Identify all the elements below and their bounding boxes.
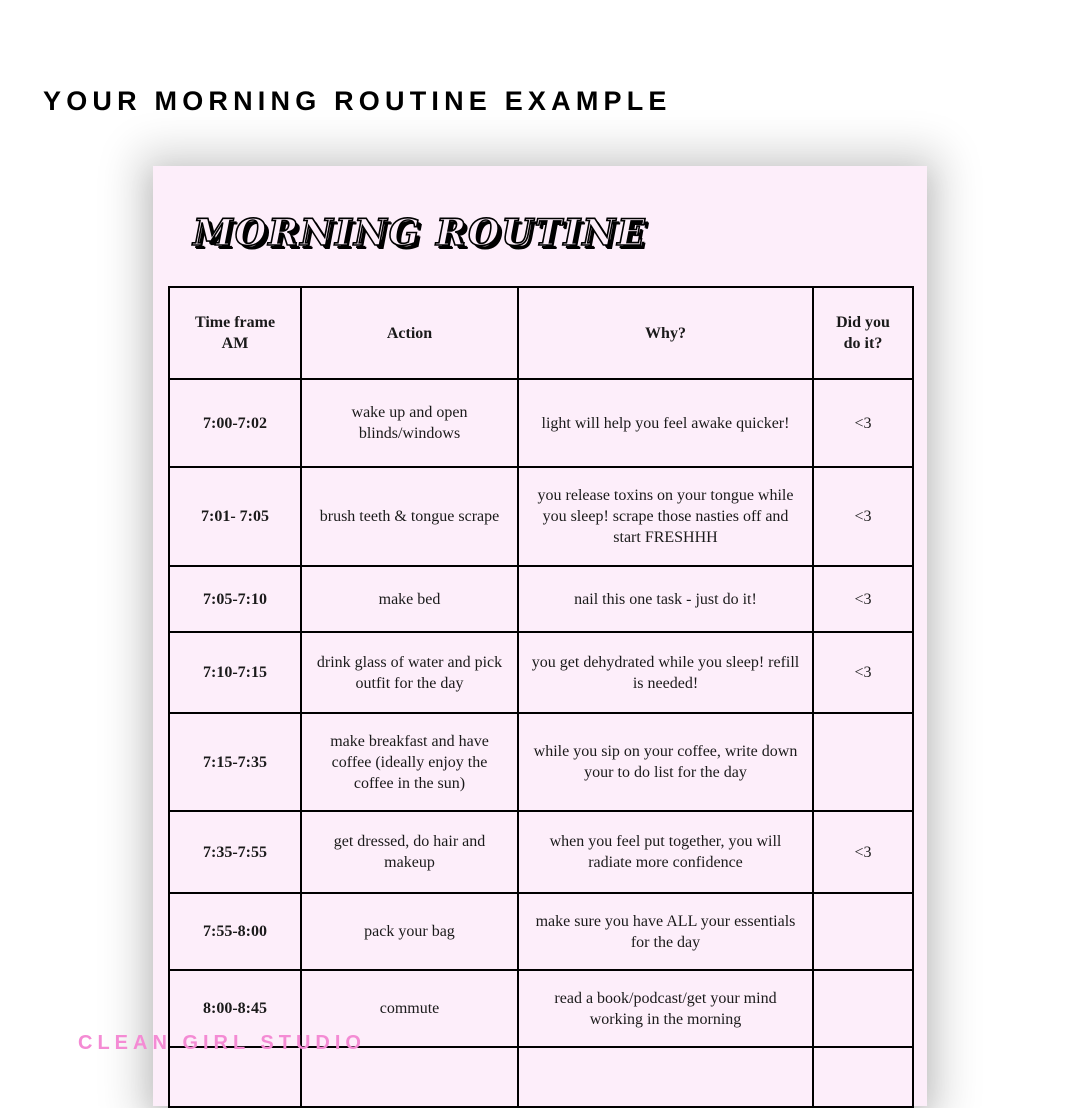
cell-done [813,713,913,811]
cell-action: make bed [301,566,518,632]
cell-done: <3 [813,566,913,632]
cell-action: pack your bag [301,893,518,970]
cell-time: 7:05-7:10 [169,566,301,632]
cell-done [813,1047,913,1107]
table-row [169,811,913,893]
cell-time: 7:15-7:35 [169,713,301,811]
cell-done [813,893,913,970]
cell-why: nail this one task - just do it! [518,566,813,632]
cell-action: wake up and open blinds/windows [301,379,518,467]
cell-action: drink glass of water and pick outfit for the day [301,632,518,713]
cell-why: you release toxins on your tongue while you sleep! scrape those nasties off and start FRESHHH [518,467,813,566]
cell-done: <3 [813,632,913,713]
cell-action [301,1047,518,1107]
table-row [169,379,913,467]
brand-watermark: CLEAN GIRL STUDIO [78,1032,366,1054]
cell-action: commute [301,970,518,1047]
column-header-why: Why? [518,287,813,379]
table-row [169,566,913,632]
cell-why: light will help you feel awake quicker! [518,379,813,467]
cell-done: <3 [813,379,913,467]
page-heading: YOUR MORNING ROUTINE EXAMPLE [43,86,672,116]
cell-why: you get dehydrated while you sleep! refill is needed! [518,632,813,713]
table-row [169,632,913,713]
table-row [169,1047,913,1107]
cell-why: when you feel put together, you will radiate more confidence [518,811,813,893]
cell-time: 7:35-7:55 [169,811,301,893]
cell-why: while you sip on your coffee, write down your to do list for the day [518,713,813,811]
table-row [169,713,913,811]
cell-why: make sure you have ALL your essentials for the day [518,893,813,970]
cell-done [813,970,913,1047]
cell-time: 8:00-8:45 [169,970,301,1047]
table-row [169,467,913,566]
cell-action: get dressed, do hair and makeup [301,811,518,893]
cell-time: 7:01- 7:05 [169,467,301,566]
cell-time: 7:55-8:00 [169,893,301,970]
cell-time: 7:00-7:02 [169,379,301,467]
cell-time [169,1047,301,1107]
table-header-row [169,287,913,379]
table-row [169,893,913,970]
cell-done: <3 [813,467,913,566]
column-header-action: Action [301,287,518,379]
cell-why [518,1047,813,1107]
column-header-time: Time frame AM [169,287,301,379]
cell-action: make breakfast and have coffee (ideally enjoy the coffee in the sun) [301,713,518,811]
cell-time: 7:10-7:15 [169,632,301,713]
cell-done: <3 [813,811,913,893]
cell-action: brush teeth & tongue scrape [301,467,518,566]
column-header-done: Did you do it? [813,287,913,379]
cell-why: read a book/podcast/get your mind working in the morning [518,970,813,1047]
routine-table [168,286,914,1108]
sheet-title: MORNING ROUTINE [193,212,647,254]
